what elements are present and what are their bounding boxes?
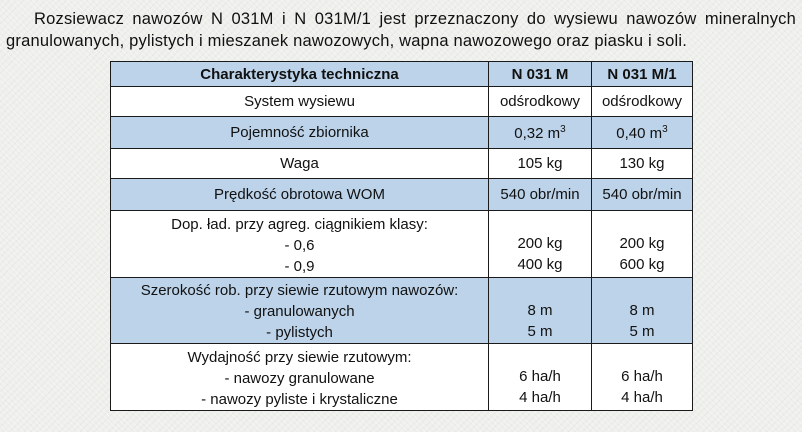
width-b-1: 8 m [629,301,655,319]
table-row [111,211,693,278]
value-load-a [489,211,592,278]
value-width-a [489,278,592,344]
row-label-width [111,278,489,344]
table-row [111,179,693,211]
load-b-2: 600 kg [619,256,665,273]
specs-table [110,61,693,411]
efficiency-heading: Wydajność przy siewie rzutowym: [187,348,412,366]
efficiency-sub-2: - nawozy pyliste i krystaliczne [201,390,398,408]
width-b-2: 5 m [629,322,655,340]
table-row [111,278,693,344]
efficiency-a-2: 4 ha/h [519,389,561,406]
value-load-b [592,211,693,278]
width-a-2: 5 m [527,322,553,340]
value-width-b [592,278,693,344]
value-system-b: odśrodkowy [592,87,693,117]
load-heading: Dop. ład. przy agreg. ciągnikiem klasy: [171,215,428,233]
table-header-row [111,62,693,87]
capacity-a-exponent: 3 [560,123,566,135]
load-a-2: 400 kg [517,256,563,273]
value-capacity-a [489,117,592,149]
row-label-weight: Waga [111,149,489,179]
intro-paragraph: Rozsiewacz nawozów N 031M i N 031M/1 jest przeznaczony do wysiewu nawozów mineralnych granulowanych, pylistych i mieszanek nawozowych, wapna nawozowego oraz piasku i soli. [6,10,796,50]
width-sub-2: - pylistych [266,324,333,341]
row-label-capacity: Pojemność zbiornika [111,117,489,149]
header-model-a: N 031 M [489,62,592,87]
value-pto-b: 540 obr/min [592,179,693,211]
table-row [111,149,693,179]
value-efficiency-b [592,344,693,411]
width-a-1: 8 m [527,301,553,319]
value-efficiency-a [489,344,592,411]
load-b-1: 200 kg [619,235,665,252]
header-model-b: N 031 M/1 [592,62,693,87]
value-capacity-b [592,117,693,149]
load-sub-1: - 0,6 [284,236,315,254]
capacity-b-text: 0,40 m [616,124,663,142]
efficiency-b-2: 4 ha/h [621,389,663,406]
width-heading: Szerokość rob. przy siewie rzutowym nawozów: [140,282,459,299]
row-label-load [111,211,489,278]
row-label-system: System wysiewu [111,87,489,117]
value-system-a: odśrodkowy [489,87,592,117]
efficiency-b-1: 6 ha/h [621,368,663,385]
value-pto-a: 540 obr/min [489,179,592,211]
efficiency-a-1: 6 ha/h [519,368,561,385]
row-label-efficiency [111,344,489,411]
value-weight-b: 130 kg [592,149,693,179]
value-weight-a: 105 kg [489,149,592,179]
efficiency-sub-1: - nawozy granulowane [224,369,375,387]
load-a-1: 200 kg [517,235,563,252]
capacity-b-exponent: 3 [662,123,668,135]
load-sub-2: - 0,9 [284,257,315,275]
width-sub-1: - granulowanych [244,303,355,320]
table-row [111,344,693,411]
row-label-pto: Prędkość obrotowa WOM [111,179,489,211]
table-row [111,117,693,149]
table-row [111,87,693,117]
header-characteristic: Charakterystyka techniczna [111,62,489,87]
capacity-a-text: 0,32 m [514,124,561,142]
